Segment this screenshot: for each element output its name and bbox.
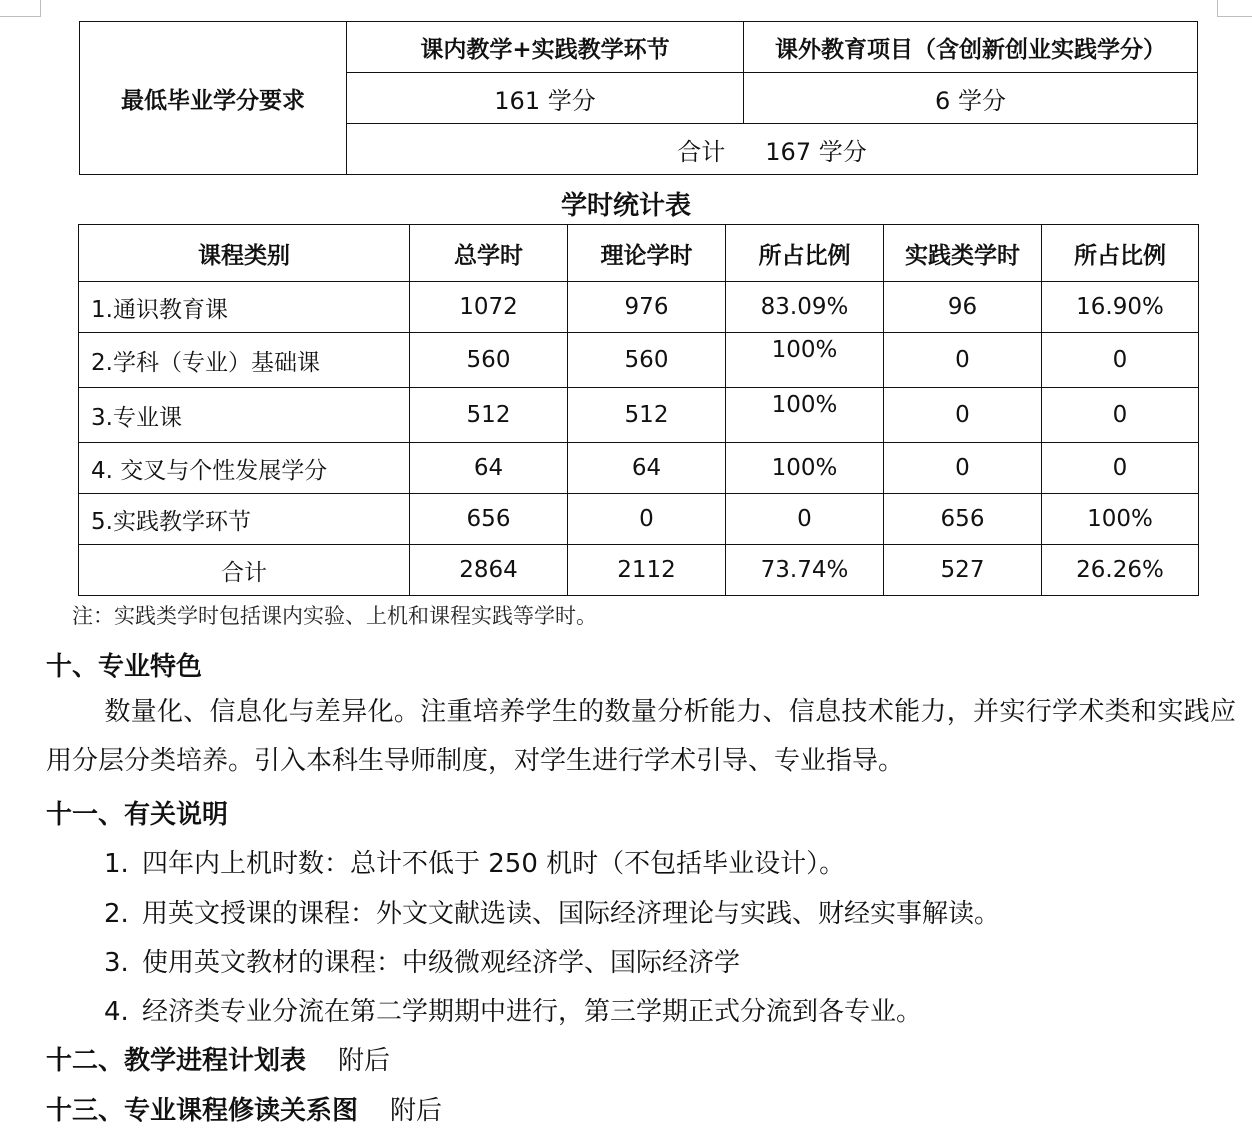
- page-corner-mark: [1217, 0, 1252, 17]
- section-12-heading: [46, 1040, 390, 1077]
- table-cell: 64: [410, 443, 568, 494]
- table-cell: 2112: [568, 545, 726, 596]
- table-cell: 0: [568, 494, 726, 545]
- list-item-text: 经济类专业分流在第二学期期中进行，第三学期正式分流到各专业。: [142, 997, 923, 1027]
- list-item-text: 使用英文教材的课程：中级微观经济学、国际经济学: [142, 948, 741, 978]
- hours-note: 注：实践类学时包括课内实验、上机和课程实践等学时。: [72, 604, 597, 628]
- section-11-heading: 十一、有关说明: [46, 800, 229, 830]
- section-13-heading: [46, 1090, 442, 1127]
- table-row: [79, 545, 1199, 596]
- table-cell: 0: [1042, 443, 1199, 494]
- list-item: [104, 843, 845, 880]
- table-cell: 1072: [410, 282, 568, 333]
- table-cell: 1.通识教育课: [79, 282, 410, 333]
- list-item-text: 用英文授课的课程：外文文献选读、国际经济理论与实践、财经实事解读。: [142, 899, 1001, 929]
- table-cell: 0: [1042, 388, 1199, 443]
- hours-table: [78, 224, 1199, 596]
- table-cell: 976: [568, 282, 726, 333]
- list-item: [104, 942, 740, 979]
- section-10-text: 数量化、信息化与差异化。注重培养学生的数量分析能力、信息技术能力，并实行学术类和实践应用分层分类培养。引入本科生导师制度，对学生进行学术引导、专业指导。: [46, 697, 1236, 776]
- table-cell: 96: [884, 282, 1042, 333]
- table-cell: 656: [884, 494, 1042, 545]
- table-cell: 5.实践教学环节: [79, 494, 410, 545]
- section-13-title: 十三、专业课程修读关系图: [46, 1096, 359, 1126]
- list-item: [104, 893, 1000, 930]
- table-cell: 73.74%: [726, 545, 884, 596]
- table-header-cell: 理论学时: [568, 225, 726, 282]
- list-item-number: 4.: [104, 997, 129, 1027]
- table-cell: 560: [410, 333, 568, 388]
- table-header-cell: 课程类别: [79, 225, 410, 282]
- table-cell: 83.09%: [726, 282, 884, 333]
- list-item-number: 3.: [104, 948, 129, 978]
- table-cell: 100%: [726, 333, 884, 388]
- table-cell: 0: [726, 494, 884, 545]
- table-cell: 100%: [726, 388, 884, 443]
- hours-table-title: 学时统计表: [560, 191, 691, 221]
- table-cell: 0: [884, 443, 1042, 494]
- credits-col1-header: 课内教学+实践教学环节: [347, 22, 744, 73]
- credits-table: [79, 21, 1198, 175]
- table-cell: 合计: [79, 545, 410, 596]
- section-10-paragraph: [46, 688, 1236, 786]
- section-10-heading: 十、专业特色: [46, 652, 203, 682]
- list-item-text: 四年内上机时数：总计不低于 250 机时（不包括毕业设计）。: [142, 849, 846, 879]
- table-row: [79, 388, 1199, 443]
- list-item-number: 2.: [104, 899, 129, 929]
- section-13-tail: 附后: [390, 1096, 443, 1126]
- table-cell: 512: [568, 388, 726, 443]
- credits-total-value: 167 学分: [765, 137, 867, 166]
- table-cell: 0: [884, 333, 1042, 388]
- credits-col1-value: 161 学分: [347, 73, 744, 124]
- table-cell: 0: [1042, 333, 1199, 388]
- table-cell: 100%: [726, 443, 884, 494]
- table-row: [79, 282, 1199, 333]
- table-cell: 26.26%: [1042, 545, 1199, 596]
- credits-total: [347, 124, 1198, 175]
- section-12-title: 十二、教学进程计划表: [46, 1046, 307, 1076]
- table-cell: 64: [568, 443, 726, 494]
- table-cell: 527: [884, 545, 1042, 596]
- table-row: [79, 333, 1199, 388]
- section-12-tail: 附后: [338, 1046, 391, 1076]
- table-cell: 512: [410, 388, 568, 443]
- table-header-cell: 所占比例: [1042, 225, 1199, 282]
- list-item: [104, 991, 922, 1028]
- table-header-cell: 总学时: [410, 225, 568, 282]
- table-cell: 16.90%: [1042, 282, 1199, 333]
- table-row: [79, 494, 1199, 545]
- table-cell: 4. 交叉与个性发展学分: [79, 443, 410, 494]
- credits-col2-value: 6 学分: [744, 73, 1198, 124]
- list-item-number: 1.: [104, 849, 129, 879]
- credits-label: 最低毕业学分要求: [80, 22, 347, 175]
- table-header-row: [79, 225, 1199, 282]
- table-header-cell: 所占比例: [726, 225, 884, 282]
- table-cell: 0: [884, 388, 1042, 443]
- table-cell: 656: [410, 494, 568, 545]
- table-cell: 2.学科（专业）基础课: [79, 333, 410, 388]
- table-row: [79, 443, 1199, 494]
- table-cell: 2864: [410, 545, 568, 596]
- page-corner-mark: [0, 0, 41, 17]
- table-cell: 3.专业课: [79, 388, 410, 443]
- table-cell: 100%: [1042, 494, 1199, 545]
- table-cell: 560: [568, 333, 726, 388]
- table-header-cell: 实践类学时: [884, 225, 1042, 282]
- credits-total-label: 合计: [677, 137, 726, 166]
- credits-col2-header: 课外教育项目（含创新创业实践学分）: [744, 22, 1198, 73]
